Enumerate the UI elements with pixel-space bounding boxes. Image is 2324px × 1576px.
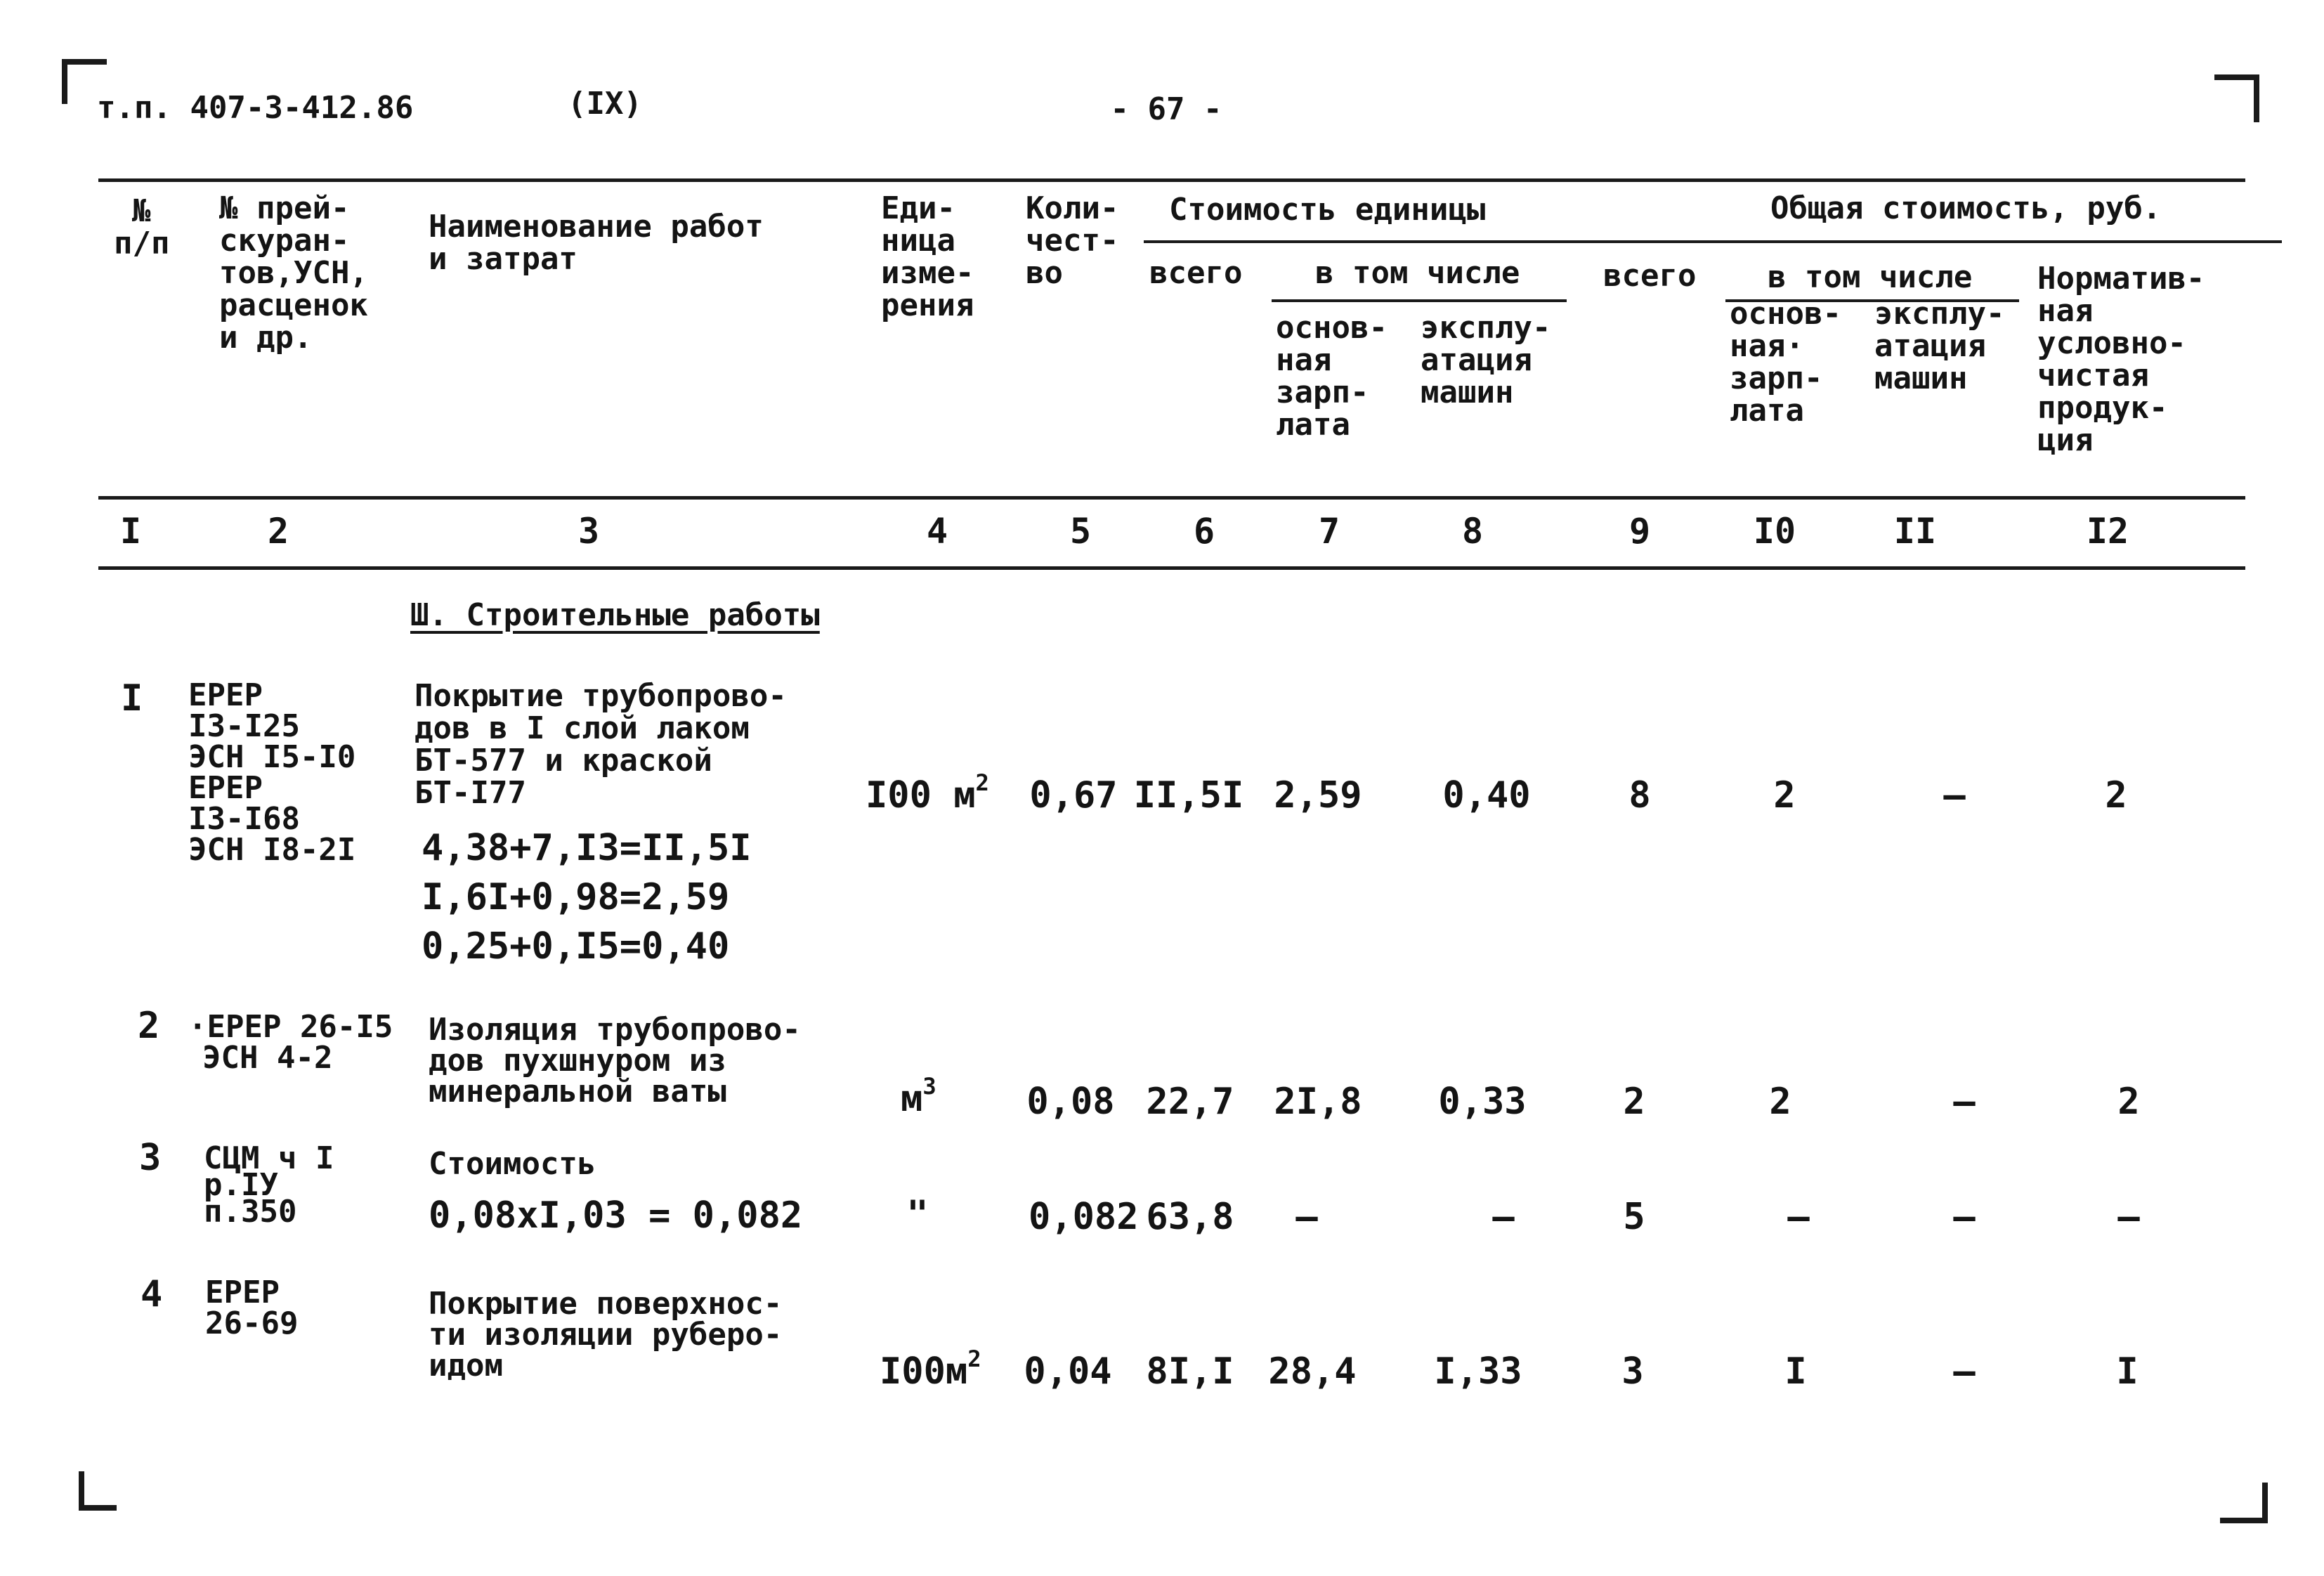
- row-2-total: 2: [1623, 1081, 1645, 1123]
- row-3-calc: 0,08xI,03 = 0,082: [429, 1194, 803, 1237]
- col-header-5: Коли- чест- во: [1026, 190, 1119, 291]
- row-1-qty: 0,67: [1029, 774, 1118, 816]
- row-2-name: Изоляция трубопрово- дов пухшнуром из минеральной ваты: [429, 1012, 801, 1109]
- row-1-no: I: [121, 677, 143, 719]
- table-top-rule: [98, 178, 2245, 182]
- unit-incl-rule: [1272, 299, 1567, 302]
- row-1-name: Покрытие трубопрово- дов в I слой лаком БТ-577 и краской БТ-I77: [414, 678, 787, 811]
- col-number: 7: [1318, 511, 1340, 552]
- col-number: 8: [1461, 511, 1484, 552]
- row-3-unit-total: 63,8: [1146, 1196, 1234, 1238]
- row-2-qty: 0,08: [1026, 1081, 1115, 1123]
- row-4-unit-wage: 28,4: [1268, 1350, 1357, 1393]
- col-header-total-incl: в том числе: [1768, 259, 1973, 295]
- col-number: I0: [1753, 511, 1796, 552]
- col-header-total-cost: Общая стоимость, руб.: [1770, 190, 2162, 226]
- row-4-total: 3: [1621, 1350, 1644, 1393]
- col-header-1: № п/п: [114, 193, 170, 261]
- row-4-qty: 0,04: [1024, 1350, 1112, 1393]
- col-header-10: основ- ная· зарп- лата: [1730, 296, 1841, 429]
- corner-mark-bottom-right: [2220, 1518, 2268, 1523]
- row-4-unit-mach: I,33: [1434, 1350, 1522, 1393]
- corner-mark-top-left: [62, 59, 67, 104]
- row-2-unit-total: 22,7: [1146, 1081, 1234, 1123]
- row-1-code: ЕРЕР I3-I25 ЭСН I5-I0 ЕРЕР I3-I68 ЭСН I8-2I: [188, 677, 356, 868]
- row-2-unit: $м^3$: [901, 1072, 936, 1120]
- row-1-unit-wage: 2,59: [1274, 774, 1362, 816]
- col-number: 6: [1193, 511, 1215, 552]
- header-sub-rule: [1144, 240, 2282, 243]
- corner-mark-top-right: [2214, 74, 2258, 80]
- row-1-calc: 4,38+7,I3=II,5I I,6I+0,98=2,59 0,25+0,I5=0,40: [422, 827, 752, 968]
- col-header-2: № прей- скуран- тов,УСН, расценок и др.: [219, 190, 368, 356]
- col-header-unit-incl: в том числе: [1315, 255, 1520, 291]
- col-header-unit-cost: Стоимость единицы: [1169, 192, 1486, 228]
- col-header-11: эксплу- атация машин: [1874, 296, 2005, 396]
- row-3-total-wage: –: [1787, 1196, 1810, 1238]
- document-part: (IX): [568, 86, 642, 122]
- col-number: 3: [577, 511, 600, 552]
- col-header-7: основ- ная зарп- лата: [1276, 310, 1388, 443]
- row-1-total-mach: –: [1943, 774, 1966, 816]
- corner-mark-bottom-right: [2262, 1483, 2268, 1522]
- row-3-unit-wage: –: [1295, 1196, 1318, 1238]
- document-id: т.п. 407-3-412.86: [97, 90, 414, 126]
- row-4-unit: $I00м^2$: [880, 1345, 981, 1393]
- row-2-no: 2: [138, 1005, 160, 1047]
- row-4-total-mach: –: [1953, 1350, 1976, 1393]
- row-3-total-mach: –: [1953, 1196, 1976, 1238]
- row-3-name: Стоимость: [429, 1146, 596, 1182]
- row-1-total-wage: 2: [1773, 774, 1796, 816]
- col-numbers-rule: [98, 566, 2245, 570]
- row-2-total-wage: 2: [1769, 1081, 1791, 1123]
- corner-mark-bottom-left: [79, 1505, 117, 1511]
- row-1-unit-mach: 0,40: [1442, 774, 1531, 816]
- row-4-code: ЕРЕР 26-69: [205, 1275, 299, 1341]
- col-header-total-total: всего: [1603, 258, 1697, 294]
- row-3-total-norm: –: [2117, 1196, 2140, 1238]
- col-number: II: [1893, 511, 1937, 552]
- row-2-total-norm: 2: [2117, 1081, 2140, 1123]
- page-number: - 67 -: [1110, 91, 1222, 127]
- col-number: I2: [2086, 511, 2129, 552]
- row-3-total: 5: [1623, 1196, 1645, 1238]
- col-number: 4: [926, 511, 948, 552]
- row-3-qty: 0,082: [1029, 1196, 1139, 1238]
- section-title: Ш. Строительные работы: [410, 597, 820, 633]
- col-number: I: [119, 511, 142, 552]
- row-4-name: Покрытие поверхнос- ти изоляции руберо- идом: [429, 1286, 783, 1383]
- row-2-code: ·ЕРЕР 26-I5 ЭСН 4-2: [188, 1009, 393, 1076]
- row-4-total-norm: I: [2116, 1350, 2139, 1393]
- row-2-total-mach: –: [1953, 1081, 1976, 1123]
- col-number: 2: [267, 511, 289, 552]
- header-bottom-rule: [98, 496, 2245, 500]
- row-4-no: 4: [141, 1273, 163, 1315]
- row-4-total-wage: I: [1784, 1350, 1807, 1393]
- row-2-unit-wage: 2I,8: [1274, 1081, 1362, 1123]
- corner-mark-top-left: [62, 59, 107, 65]
- row-2-unit-mach: 0,33: [1438, 1081, 1527, 1123]
- row-3-unit-mach: –: [1492, 1196, 1515, 1238]
- row-1-total: 8: [1628, 774, 1651, 816]
- row-4-unit-total: 8I,I: [1146, 1350, 1234, 1393]
- corner-mark-top-right: [2254, 74, 2259, 122]
- col-header-8: эксплу- атация машин: [1421, 310, 1551, 410]
- row-1-unit: I00 $м^2$: [866, 769, 989, 816]
- row-1-total-norm: 2: [2105, 774, 2127, 816]
- row-3-unit: ": [906, 1193, 929, 1235]
- col-number: 5: [1069, 511, 1092, 552]
- col-header-3: Наименование работ и затрат: [429, 209, 764, 277]
- row-1-unit-total: II,5I: [1133, 774, 1244, 816]
- corner-mark-bottom-left: [79, 1471, 84, 1509]
- col-header-unit-total: всего: [1149, 255, 1243, 291]
- col-number: 9: [1628, 511, 1651, 552]
- col-header-4: Еди- ница изме- рения: [881, 190, 974, 323]
- col-header-12: Норматив- ная условно- чистая продук- ция: [2037, 261, 2205, 458]
- row-3-code: СЦМ ч I р.IУ п.350: [204, 1140, 334, 1230]
- row-3-no: 3: [139, 1137, 162, 1179]
